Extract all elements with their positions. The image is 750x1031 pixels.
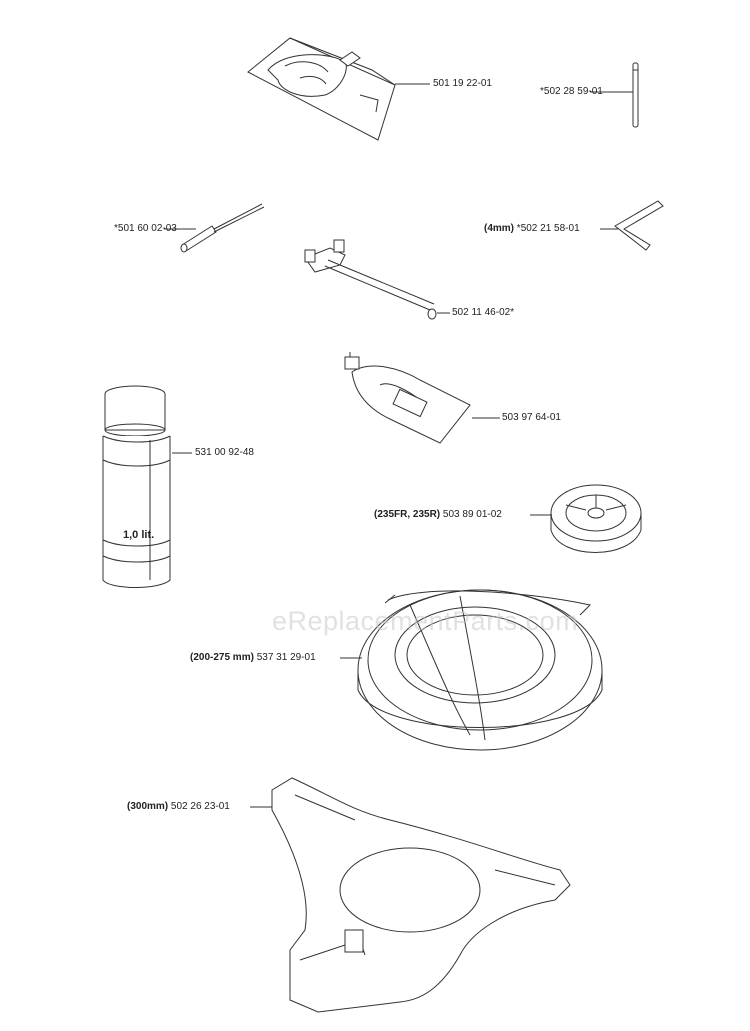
part-number: *502 28 59-01	[540, 86, 603, 97]
part-label-hex-key	[484, 223, 580, 235]
part-prefix: (4mm)	[484, 223, 515, 234]
part-prefix: (235FR, 235R)	[374, 509, 441, 520]
part-label-blade-guard	[127, 801, 230, 813]
part-label-grease-tube	[502, 412, 561, 424]
part-label-spanner	[452, 307, 514, 319]
bottle-volume-label: 1,0 lit.	[123, 529, 155, 541]
blade-guard-drawing	[272, 778, 570, 1012]
pin-drawing	[633, 63, 638, 127]
oil-bottle-drawing	[103, 386, 170, 588]
part-label-oil-bottle	[195, 447, 254, 459]
spool-cap-drawing	[551, 485, 641, 553]
part-number: 537 31 29-01	[256, 652, 316, 663]
grease-tube-drawing	[345, 352, 470, 443]
part-number: 503 89 01-02	[442, 509, 502, 520]
combination-spanner-drawing	[305, 240, 436, 319]
tool-bag-drawing	[248, 38, 395, 140]
part-prefix: (200-275 mm)	[190, 652, 254, 663]
part-number: *501 60 02-03	[114, 223, 177, 234]
part-number: 502 11 46-02*	[452, 307, 515, 318]
watermark: eReplacementParts.com	[272, 606, 579, 636]
part-number: 501 19 22-01	[433, 78, 492, 89]
part-label-guard-ring	[190, 652, 316, 664]
part-label-tool-bag	[433, 78, 492, 90]
part-label-screwdriver	[114, 223, 177, 235]
part-number: 503 97 64-01	[502, 412, 561, 423]
part-label-pin	[540, 86, 603, 98]
screwdriver-drawing	[181, 204, 264, 252]
part-prefix: (300mm)	[127, 801, 169, 812]
part-number: *502 21 58-01	[516, 223, 580, 234]
part-label-spool-cap	[374, 509, 502, 521]
part-number: 531 00 92-48	[195, 447, 254, 458]
part-number: 502 26 23-01	[170, 801, 230, 812]
hex-key-drawing	[615, 201, 663, 250]
